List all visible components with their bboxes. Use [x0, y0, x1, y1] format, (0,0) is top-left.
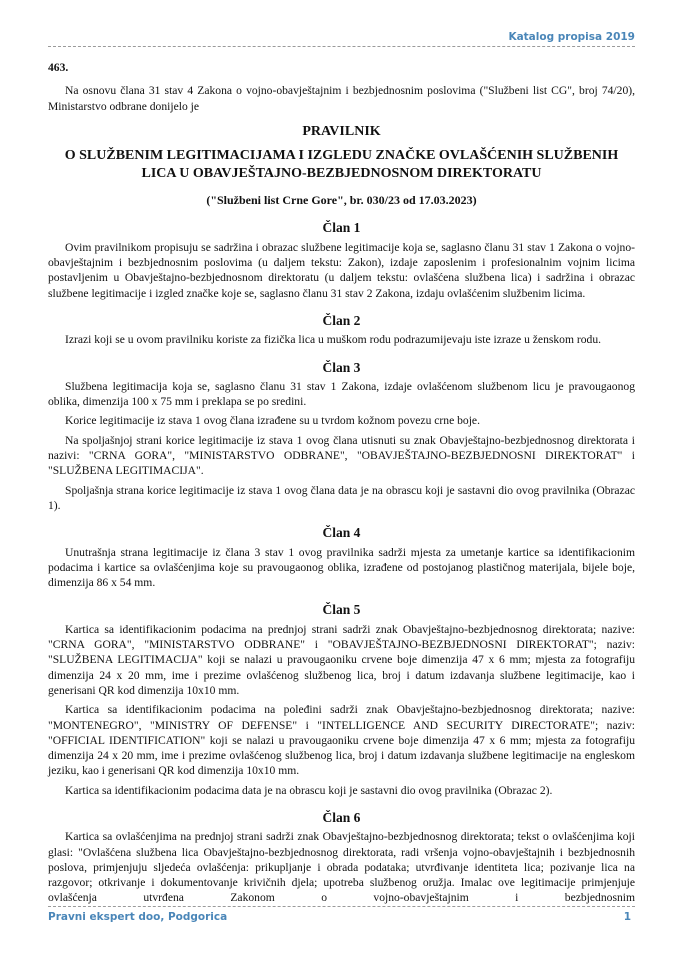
- publisher: Pravni ekspert doo, Podgorica: [48, 911, 228, 923]
- article-heading: Član 1: [322, 220, 361, 236]
- article-paragraph: Izrazi koji se u ovom pravilniku koriste za fizička lica u muškom rodu podrazumijevaju iste izraze u ženskom rodu.: [65, 333, 602, 347]
- article-paragraph: Kartica sa identifikacionim podacima na poleđini sadrži znak Obavještajno-bezbjednosnog direktorata; nazive: "MONTENEGRO", "MINISTRY OF DEFENSE" i "INTELLIGENCE AND SECURITY DIRECTORATE"; naziv: "OFFICIAL IDENTIFICATION" koji se nalazi u pravougaoniku crvene boje dimenzija 47 x 6 mm; mjesta za fotografiju dimenzija 24 x 20 mm, ime i prezime ovlašćenog službenog lica, broj i datum izdavanja službene legitimacije na engleskom jeziku, kao i generisani QR kod dimenzija 10x10 mm.: [48, 703, 635, 778]
- article-paragraph: Spoljašnja strana korice legitimacije iz stava 1 ovog člana data je na obrascu koji je sastavni dio ovog pravilnika (Obrazac 1).: [48, 483, 635, 512]
- document-body: [48, 60, 635, 910]
- document-number: 463.: [48, 61, 69, 74]
- article-paragraph: Kartica sa ovlašćenjima na prednjoj strani sadrži znak Obavještajno-bezbjednosnog direktorata; tekst o ovlašćenjima koji glasi: "Ovlašćena službena lica Obavještajno-bezbjednosnog direktorata, radi vršenja vojno-obavještajnih i bezbjednosnih poslova, primjenjuju sljedeća ovlašćenja: prikupljanje i obrada podataka; utvrđivanje identiteta lica; pozivanje lica na razgovor; otkrivanje i dokumentovanje krivičnih djela; upotreba službenog oružja. Imalac ove legitimacije primjenjuje ovlašćenja utvrđena Zakonom o vojno-obavještajnim i bezbjednosnim: [48, 830, 635, 905]
- article-paragraph: Kartica sa identifikacionim podacima data je na obrascu koji je sastavni dio ovog pravilnika (Obrazac 2).: [65, 783, 553, 797]
- article-paragraph: Kartica sa identifikacionim podacima na prednjoj strani sadrži znak Obavještajno-bezbjednosnog direktorata; nazive: "CRNA GORA", "MINISTARSTVO ODBRANE" i "OBAVJEŠTAJNO-BEZBJEDNOSNI DIREKTORAT"; naziv: "SLUŽBENA LEGITIMACIJA" koji se nalazi u pravougaoniku crvene boje dimenzija 47 x 6 mm; mjesta za fotografiju dimenzija 24 x 20 mm, ime i prezime ovlašćenog službenog lica, broj i datum izdavanja službene legitimacije, kao i generisani QR kod dimenzija 10x10 mm.: [48, 622, 635, 697]
- article-paragraph: Službena legitimacija koja se, saglasno članu 31 stav 1 Zakona, izdaje ovlašćenom službenom licu je pravougaonog oblika, dimenzija 100 x 75 mm i preklapa se po sredini.: [48, 379, 635, 409]
- article-paragraph: Ovim pravilnikom propisuju se sadržina i obrazac službene legitimacije koja se, saglasno članu 31 stav 1 Zakona o vojno-obavještajnim i bezbjednosnim poslovima (u daljem tekstu: Zakon), izdaje zaposlenim i profesionalnim vojnim licima postavljenim u Obavještajno-bezbjednosnom direktoratu (u daljem tekstu: ovlašćena službena lica) i sadržina i obrazac službene legitimacije i izgled značke koje se, saglasno članu 31 stav 2 Zakona, izdaju ovlašćenim službenim licima.: [48, 240, 635, 300]
- article-heading: Član 6: [322, 809, 361, 825]
- intro-paragraph: Na osnovu člana 31 stav 4 Zakona o vojno-obavještajnim i bezbjednosnim poslovima ("Službeni list CG", broj 74/20), Ministarstvo odbrane donijelo je: [48, 84, 635, 113]
- article-heading: Član 3: [322, 359, 361, 375]
- article-paragraph: Unutrašnja strana legitimacije iz člana 3 stav 1 ovog pravilnika sadrži mjesta za umetanje kartice sa identifikacionim podacima i kartice sa ovlašćenjima koje su pravougaonog oblika, izrađene od postojanog plastičnog materijala, bijele boje, dimenzija 86 x 54 mm.: [48, 545, 635, 590]
- page-footer: [48, 906, 635, 923]
- page-number: 1: [623, 911, 631, 923]
- catalog-title: Katalog propisa 2019: [508, 31, 635, 43]
- page-header: [48, 32, 635, 47]
- gazette-reference: ("Službeni list Crne Gore", br. 030/23 od 17.03.2023): [206, 193, 477, 208]
- document-subtitle: O SLUŽBENIM LEGITIMACIJAMA I IZGLEDU ZNAČKE OVLAŠĆENIH SLUŽBENIH LICA U OBAVJEŠTAJNO-BEZBJEDNOSNOM DIREKTORATU: [64, 148, 619, 182]
- document-title: PRAVILNIK: [302, 123, 381, 139]
- article-heading: Član 5: [322, 602, 361, 618]
- article-heading: Član 4: [322, 525, 361, 541]
- article-heading: Član 2: [322, 312, 361, 328]
- article-paragraph: Na spoljašnjoj strani korice legitimacije iz stava 1 ovog člana utisnuti su znak Obavještajno-bezbjednosnog direktorata i nazivi: "CRNA GORA", "MINISTARSTVO ODBRANE", "OBAVJEŠTAJNO-BEZBJEDNOSNI DIREKTORAT" i "SLUŽBENA LEGITIMACIJA".: [48, 433, 635, 478]
- article-paragraph: Korice legitimacije iz stava 1 ovog člana izrađene su u tvrdom kožnom povezu crne boje.: [65, 414, 480, 428]
